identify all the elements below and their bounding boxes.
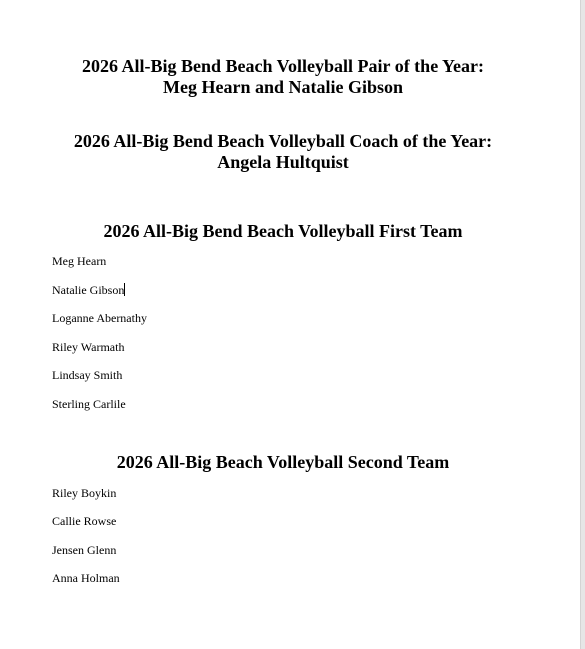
first-team-player[interactable]: Riley Warmath (52, 340, 125, 354)
second-team-player[interactable]: Anna Holman (52, 571, 120, 585)
first-team-title: 2026 All-Big Bend Beach Volleyball First Team (103, 221, 463, 241)
second-team-title: 2026 All-Big Beach Volleyball Second Team (116, 452, 450, 472)
second-team-player[interactable]: Jensen Glenn (52, 543, 117, 557)
pair-award-title: 2026 All-Big Bend Beach Volleyball Pair of the Year: (81, 56, 484, 76)
first-team-player[interactable]: Sterling Carlile (52, 397, 126, 411)
first-team-player[interactable]: Meg Hearn (52, 254, 107, 268)
text-cursor (124, 283, 125, 296)
first-team-player[interactable] (52, 283, 125, 297)
first-team-player-text: Natalie Gibson (52, 283, 125, 297)
coach-award-title: 2026 All-Big Bend Beach Volleyball Coach of the Year: (73, 131, 493, 151)
second-team-player[interactable]: Callie Rowse (52, 514, 117, 528)
pair-award-winners: Meg Hearn and Natalie Gibson (162, 77, 403, 97)
coach-of-year-heading (0, 131, 566, 173)
page-edge-shadow (580, 0, 585, 649)
pair-of-year-heading (0, 56, 566, 98)
second-team-player[interactable]: Riley Boykin (52, 486, 117, 500)
first-team-player[interactable]: Loganne Abernathy (52, 311, 147, 325)
coach-award-winner: Angela Hultquist (217, 152, 349, 172)
first-team-player[interactable]: Lindsay Smith (52, 368, 123, 382)
